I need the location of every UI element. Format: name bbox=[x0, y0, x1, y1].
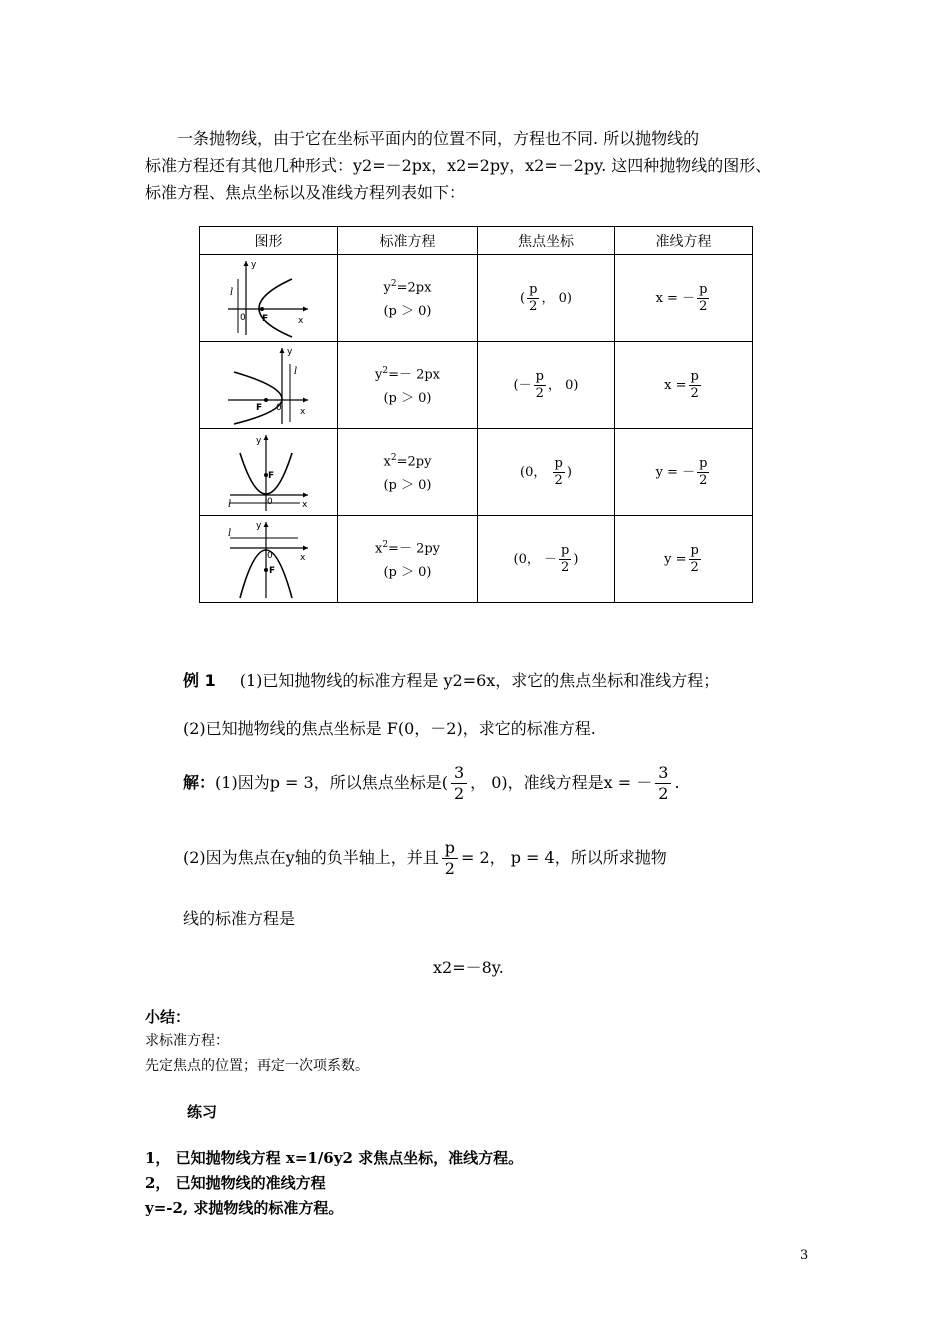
equation: $x^2=- 2py$ bbox=[374, 539, 441, 557]
equation: $x^2=2py$ bbox=[383, 452, 432, 470]
summary-line-1: 求标准方程： bbox=[145, 1033, 229, 1049]
fraction: $\frac{p}{2}$ bbox=[442, 838, 458, 879]
solution-part-1 bbox=[183, 763, 680, 804]
focus-cell: (0， $\frac{p}{2}$ ) bbox=[478, 429, 615, 516]
table-header-row bbox=[200, 227, 753, 255]
parabola-left-graph bbox=[226, 344, 312, 426]
intro-line-1: 一条抛物线，由于它在坐标平面内的位置不同，方程也不同. 所以抛物线的 bbox=[177, 129, 700, 148]
header-directrix: 准线方程 bbox=[615, 227, 753, 255]
x-axis-label: x bbox=[297, 316, 303, 326]
origin-label: 0 bbox=[275, 403, 282, 413]
directrix-cell: x = $\frac{p}{2}$ bbox=[615, 342, 753, 429]
focus-label: F bbox=[267, 471, 274, 481]
graph-cell bbox=[200, 516, 338, 603]
condition: (p ＞ 0) bbox=[383, 565, 432, 581]
page-number: 3 bbox=[800, 1248, 809, 1263]
intro-paragraph bbox=[145, 125, 815, 206]
solution-part-3: 线的标准方程是 bbox=[183, 909, 296, 928]
solution-part-2 bbox=[183, 838, 667, 879]
condition: (p ＞ 0) bbox=[383, 304, 432, 320]
focus-cell: (－ $\frac{p}{2}$ ， 0) bbox=[478, 342, 615, 429]
y-axis-label: y bbox=[255, 521, 261, 531]
parabola-down-graph bbox=[226, 518, 312, 600]
condition: (p ＞ 0) bbox=[383, 478, 432, 494]
directrix-cell: y = － $\frac{p}{2}$ bbox=[615, 429, 753, 516]
y-axis-label: y bbox=[286, 347, 292, 357]
standard-equation-cell bbox=[338, 429, 478, 516]
summary-title: 小结： bbox=[145, 1008, 191, 1026]
table-row bbox=[200, 516, 753, 603]
solution-colon: ： bbox=[199, 773, 216, 792]
summary-line-2: 先定焦点的位置；再定一次项系数。 bbox=[145, 1058, 369, 1074]
directrix-cell: y = $\frac{p}{2}$ bbox=[615, 516, 753, 603]
example-1-part-1 bbox=[183, 668, 719, 691]
solution-text-c: . bbox=[674, 773, 680, 792]
graph-cell bbox=[200, 429, 338, 516]
intro-line-2: 标准方程还有其他几种形式：y2=－2px，x2=2py，x2=－2py. 这四种抛物线的图形、 bbox=[145, 156, 772, 175]
focus-cell: ( $\frac{p}{2}$ ， 0) bbox=[478, 255, 615, 342]
equation: $y^2=2px$ bbox=[383, 278, 432, 296]
solution-result: x2=－8y. bbox=[433, 958, 504, 977]
parabola-right-graph bbox=[226, 257, 312, 339]
example-label: 例 1 bbox=[183, 671, 216, 690]
y-axis-label: y bbox=[250, 260, 256, 270]
fraction: $\frac{3}{2}$ bbox=[655, 763, 671, 804]
table-row bbox=[200, 342, 753, 429]
solution-label: 解 bbox=[183, 773, 200, 792]
example-part-1-text: (1)已知抛物线的标准方程是 y2=6x，求它的焦点坐标和准线方程； bbox=[239, 671, 720, 690]
directrix-label: l bbox=[293, 366, 297, 377]
practice-title: 练习 bbox=[187, 1103, 218, 1121]
origin-label: 0 bbox=[239, 313, 246, 323]
focus-label: F bbox=[255, 403, 262, 413]
standard-equation-cell bbox=[338, 255, 478, 342]
fraction: $\frac{3}{2}$ bbox=[451, 763, 467, 804]
header-focus: 焦点坐标 bbox=[478, 227, 615, 255]
parabola-table bbox=[199, 226, 753, 603]
directrix-label: l bbox=[229, 287, 233, 298]
header-graph: 图形 bbox=[200, 227, 338, 255]
solution-2-text-a: (2)因为焦点在y轴的负半轴上，并且 bbox=[183, 848, 439, 867]
parabola-up-graph bbox=[226, 431, 312, 513]
directrix-label: l bbox=[227, 528, 231, 539]
solution-text-b: ， 0)，准线方程是x = － bbox=[470, 773, 653, 792]
x-axis-label: x bbox=[299, 407, 305, 417]
example-1-part-2: (2)已知抛物线的焦点坐标是 F(0，－2)，求它的标准方程. bbox=[183, 719, 596, 738]
origin-label: 0 bbox=[266, 551, 273, 561]
directrix-label: l bbox=[227, 499, 231, 510]
x-axis-label: x bbox=[299, 553, 305, 563]
focus-label: F bbox=[268, 566, 275, 576]
x-axis-label: x bbox=[301, 500, 307, 510]
solution-2-text-b: = 2， p = 4，所以所求抛物 bbox=[460, 848, 667, 867]
table-row bbox=[200, 255, 753, 342]
y-axis-label: y bbox=[255, 436, 261, 446]
solution-text-a: (1)因为p = 3，所以焦点坐标是( bbox=[215, 773, 448, 792]
header-standard-equation: 标准方程 bbox=[338, 227, 478, 255]
condition: (p ＞ 0) bbox=[383, 391, 432, 407]
equation: $y^2=- 2px$ bbox=[374, 365, 441, 383]
graph-cell bbox=[200, 342, 338, 429]
intro-line-3: 标准方程、焦点坐标以及准线方程列表如下： bbox=[145, 183, 466, 202]
table-row bbox=[200, 429, 753, 516]
origin-label: 0 bbox=[266, 497, 273, 507]
standard-equation-cell bbox=[338, 516, 478, 603]
practice-question-2-cont: y=-2, 求抛物线的标准方程。 bbox=[145, 1199, 344, 1217]
focus-label: F bbox=[261, 314, 268, 324]
graph-cell bbox=[200, 255, 338, 342]
standard-equation-cell bbox=[338, 342, 478, 429]
directrix-cell: x = － $\frac{p}{2}$ bbox=[615, 255, 753, 342]
practice-question-1: 1， 已知抛物线方程 x=1/6y2 求焦点坐标，准线方程。 bbox=[145, 1149, 524, 1167]
focus-cell: (0， － $\frac{p}{2}$ ) bbox=[478, 516, 615, 603]
practice-question-2: 2， 已知抛物线的准线方程 bbox=[145, 1174, 326, 1192]
